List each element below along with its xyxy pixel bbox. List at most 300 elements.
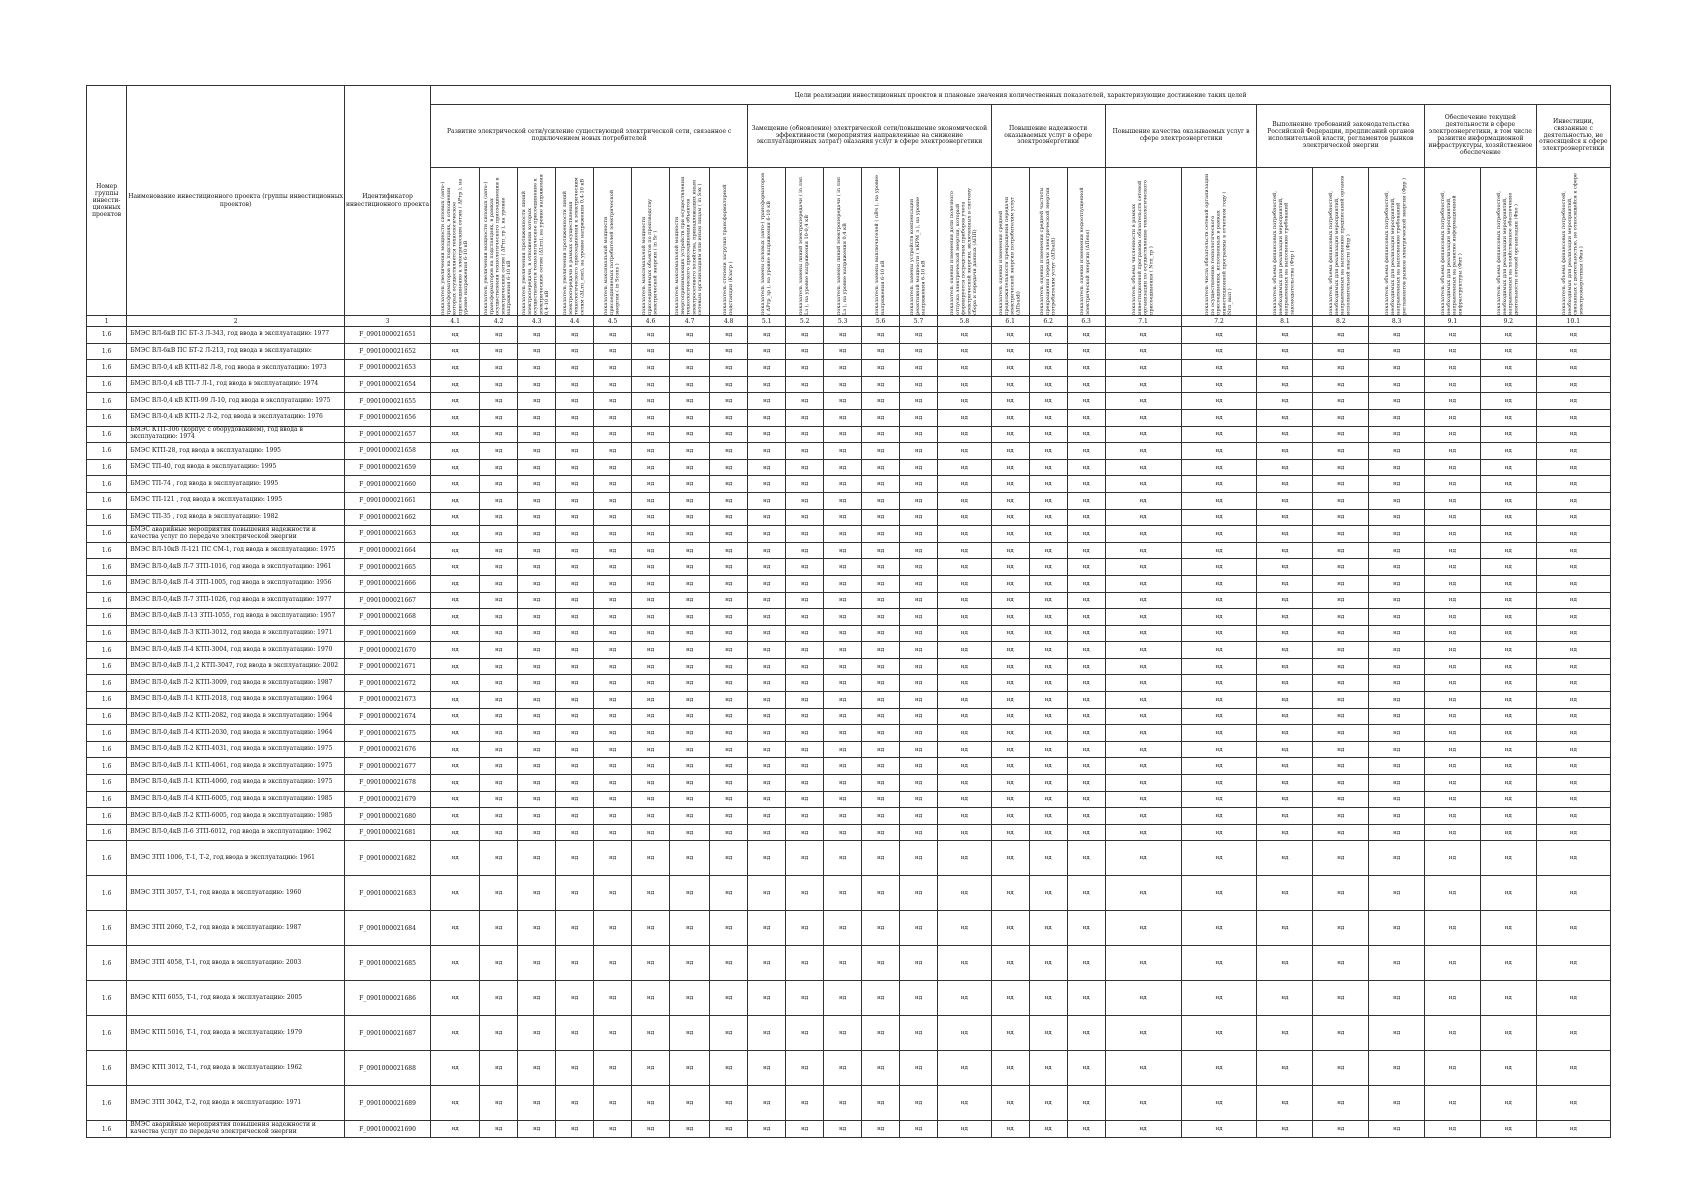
indicator-header-text: показатель увеличения мощности силовых (авто-) трансформаторов на подстанциях, в рамках осуществления технологического присоединения к электрическим сетям ( ΔPтп_тр ), на уровне напряжения 6-10 кВ	[483, 177, 513, 315]
indicator-value-cell: нд	[1536, 625, 1610, 642]
indicator-value-cell: нд	[991, 824, 1029, 841]
indicator-value-cell: нд	[786, 692, 824, 709]
indicator-value-cell: нд	[1181, 741, 1257, 758]
indicator-header	[1105, 168, 1181, 316]
indicator-value-cell: нд	[900, 642, 938, 659]
indicator-value-cell: нд	[632, 443, 670, 460]
indicator-value-cell: нд	[1029, 775, 1067, 792]
indicator-value-cell: нд	[1536, 876, 1610, 911]
indicator-value-cell: нд	[556, 642, 594, 659]
indicator-value-cell: нд	[786, 575, 824, 592]
indicator-value-cell: нд	[786, 876, 824, 911]
indicator-value-cell: нд	[710, 725, 748, 742]
indicator-value-cell: нд	[670, 911, 710, 946]
indicator-value-cell: нд	[1181, 526, 1257, 543]
indicator-value-cell: нд	[1181, 775, 1257, 792]
indicator-value-cell: нд	[938, 911, 992, 946]
indicator-value-cell: нд	[938, 476, 992, 493]
column-number: 7.2	[1181, 316, 1257, 327]
indicator-value-cell: нд	[862, 609, 900, 626]
indicator-value-cell: нд	[1313, 609, 1369, 626]
project-name-cell: ВМЭС КТП 6055, Т-1, год ввода в эксплуатацию: 2005	[127, 981, 345, 1016]
indicator-value-cell: нд	[1536, 327, 1610, 344]
indicator-value-cell: нд	[1257, 526, 1313, 543]
indicator-value-cell: нд	[786, 911, 824, 946]
indicator-value-cell: нд	[1029, 692, 1067, 709]
indicator-value-cell: нд	[480, 343, 518, 360]
group-number-cell: 1.6	[87, 841, 127, 876]
table-row	[87, 1086, 1611, 1121]
indicator-value-cell: нд	[1536, 376, 1610, 393]
indicator-value-cell: нд	[556, 692, 594, 709]
indicator-value-cell: нд	[786, 459, 824, 476]
indicator-value-cell: нд	[431, 343, 480, 360]
indicator-value-cell: нд	[1313, 509, 1369, 526]
indicator-value-cell: нд	[1369, 343, 1425, 360]
indicator-value-cell: нд	[1181, 808, 1257, 825]
indicator-value-cell: нд	[900, 459, 938, 476]
indicator-value-cell: нд	[1313, 409, 1369, 426]
indicator-value-cell: нд	[518, 692, 556, 709]
indicator-value-cell: нд	[1425, 758, 1481, 775]
indicator-value-cell: нд	[862, 592, 900, 609]
indicator-value-cell: нд	[431, 1086, 480, 1121]
column-number: 4.1	[431, 316, 480, 327]
indicator-value-cell: нд	[1067, 981, 1105, 1016]
indicator-value-cell: нд	[1105, 642, 1181, 659]
indicator-value-cell: нд	[786, 426, 824, 443]
indicator-value-cell: нд	[556, 426, 594, 443]
indicator-value-cell: нд	[1369, 911, 1425, 946]
table-row	[87, 509, 1611, 526]
goal-group-header: Развитие электрической сети/усиление существующей электрической сети, связанное с подключением новых потребителей	[431, 105, 748, 168]
indicator-value-cell: нд	[1536, 459, 1610, 476]
indicator-value-cell: нд	[862, 343, 900, 360]
indicator-value-cell: нд	[1067, 559, 1105, 576]
indicator-value-cell: нд	[632, 758, 670, 775]
indicator-value-cell: нд	[518, 592, 556, 609]
indicator-value-cell: нд	[710, 642, 748, 659]
indicator-value-cell: нд	[786, 708, 824, 725]
indicator-value-cell: нд	[1105, 426, 1181, 443]
indicator-value-cell: нд	[1313, 708, 1369, 725]
indicator-value-cell: нд	[431, 911, 480, 946]
indicator-value-cell: нд	[632, 409, 670, 426]
indicator-value-cell: нд	[1313, 360, 1369, 377]
indicator-value-cell: нд	[991, 542, 1029, 559]
indicator-value-cell: нд	[938, 526, 992, 543]
table-row	[87, 981, 1611, 1016]
indicator-value-cell: нд	[480, 708, 518, 725]
column-number: 3	[345, 316, 431, 327]
project-id-cell: F_0901000021673	[345, 692, 431, 709]
indicator-value-cell: нд	[480, 542, 518, 559]
table-row	[87, 911, 1611, 946]
project-name-cell: ВМЭС ЗТП 1006, Т-1, Т-2, год ввода в эксплуатацию: 1961	[127, 841, 345, 876]
indicator-value-cell: нд	[431, 393, 480, 410]
indicator-value-cell: нд	[710, 841, 748, 876]
indicator-value-cell: нд	[710, 492, 748, 509]
indicator-value-cell: нд	[1369, 791, 1425, 808]
indicator-value-cell: нд	[824, 559, 862, 576]
indicator-value-cell: нд	[710, 625, 748, 642]
indicator-value-cell: нд	[632, 426, 670, 443]
indicator-value-cell: нд	[1536, 692, 1610, 709]
indicator-value-cell: нд	[1369, 509, 1425, 526]
indicator-value-cell: нд	[1425, 360, 1481, 377]
indicator-value-cell: нд	[786, 609, 824, 626]
indicator-header-text: показатель объема финансовых потребностей, необходимых для реализации мероприятий, направленных на выполнение требований законодательства (Фтр )	[1272, 191, 1296, 315]
indicator-value-cell: нд	[1536, 476, 1610, 493]
indicator-value-cell: нд	[1105, 758, 1181, 775]
indicator-value-cell: нд	[991, 876, 1029, 911]
indicator-value-cell: нд	[431, 675, 480, 692]
indicator-value-cell: нд	[1029, 911, 1067, 946]
group-number-cell: 1.6	[87, 1051, 127, 1086]
table-row	[87, 592, 1611, 609]
indicator-value-cell: нд	[1105, 409, 1181, 426]
indicator-value-cell: нд	[632, 841, 670, 876]
project-id-cell: F_0901000021667	[345, 592, 431, 609]
table-row	[87, 725, 1611, 742]
indicator-value-cell: нд	[1105, 393, 1181, 410]
indicator-value-cell: нд	[1029, 708, 1067, 725]
indicator-value-cell: нд	[1313, 575, 1369, 592]
indicator-value-cell: нд	[1257, 758, 1313, 775]
indicator-value-cell: нд	[518, 658, 556, 675]
indicator-value-cell: нд	[670, 1051, 710, 1086]
indicator-value-cell: нд	[431, 791, 480, 808]
indicator-value-cell: нд	[786, 409, 824, 426]
indicator-value-cell: нд	[991, 791, 1029, 808]
indicator-value-cell: нд	[938, 758, 992, 775]
indicator-value-cell: нд	[1257, 376, 1313, 393]
indicator-value-cell: нд	[518, 741, 556, 758]
indicator-value-cell: нд	[1105, 559, 1181, 576]
group-number-cell: 1.6	[87, 393, 127, 410]
indicator-value-cell: нд	[748, 426, 786, 443]
indicator-value-cell: нд	[938, 1051, 992, 1086]
indicator-value-cell: нд	[1067, 376, 1105, 393]
indicator-value-cell: нд	[1480, 1051, 1536, 1086]
indicator-value-cell: нд	[748, 725, 786, 742]
indicator-value-cell: нд	[1369, 443, 1425, 460]
indicator-value-cell: нд	[594, 1086, 632, 1121]
indicator-value-cell: нд	[480, 876, 518, 911]
project-id-cell: F_0901000021675	[345, 725, 431, 742]
indicator-value-cell: нд	[1536, 343, 1610, 360]
project-name-cell: ВМЭС ЗТП 3042, Т-2, год ввода в эксплуатацию: 1971	[127, 1086, 345, 1121]
indicator-value-cell: нд	[1369, 575, 1425, 592]
indicator-value-cell: нд	[991, 575, 1029, 592]
indicator-value-cell: нд	[862, 426, 900, 443]
indicator-value-cell: нд	[594, 692, 632, 709]
project-name-cell: ВМЭС ЗТП 2060, Т-2, год ввода в эксплуатацию: 1987	[127, 911, 345, 946]
indicator-value-cell: нд	[556, 1016, 594, 1051]
indicator-value-cell: нд	[938, 492, 992, 509]
indicator-value-cell: нд	[556, 393, 594, 410]
indicator-value-cell: нд	[1536, 509, 1610, 526]
indicator-value-cell: нд	[1313, 559, 1369, 576]
indicator-value-cell: нд	[1067, 343, 1105, 360]
indicator-value-cell: нд	[991, 526, 1029, 543]
indicator-value-cell: нд	[1313, 343, 1369, 360]
indicator-value-cell: нд	[594, 981, 632, 1016]
indicator-value-cell: нд	[748, 824, 786, 841]
indicator-value-cell: нд	[594, 658, 632, 675]
indicator-value-cell: нд	[556, 459, 594, 476]
project-id-cell: F_0901000021663	[345, 526, 431, 543]
group-number-cell: 1.6	[87, 459, 127, 476]
indicator-value-cell: нд	[1105, 343, 1181, 360]
indicator-value-cell: нд	[786, 808, 824, 825]
indicator-value-cell: нд	[518, 459, 556, 476]
indicator-value-cell: нд	[824, 575, 862, 592]
indicator-value-cell: нд	[431, 658, 480, 675]
indicator-value-cell: нд	[1105, 1086, 1181, 1121]
indicator-value-cell: нд	[1029, 476, 1067, 493]
indicator-value-cell: нд	[938, 658, 992, 675]
indicator-value-cell: нд	[1257, 708, 1313, 725]
indicator-value-cell: нд	[594, 393, 632, 410]
indicator-value-cell: нд	[480, 808, 518, 825]
indicator-value-cell: нд	[556, 542, 594, 559]
column-number: 4.8	[710, 316, 748, 327]
indicator-value-cell: нд	[632, 741, 670, 758]
project-name-cell: ВМЭС ЗТП 3057, Т-1, год ввода в эксплуатацию: 1960	[127, 876, 345, 911]
indicator-value-cell: нд	[518, 841, 556, 876]
indicator-value-cell: нд	[1029, 393, 1067, 410]
column-number: 4.2	[480, 316, 518, 327]
indicator-value-cell: нд	[938, 609, 992, 626]
indicator-value-cell: нд	[480, 841, 518, 876]
indicator-value-cell: нд	[1257, 741, 1313, 758]
indicator-value-cell: нд	[670, 609, 710, 626]
indicator-value-cell: нд	[1181, 575, 1257, 592]
indicator-value-cell: нд	[710, 426, 748, 443]
table-row	[87, 876, 1611, 911]
indicator-value-cell: нд	[1480, 376, 1536, 393]
project-id-cell: F_0901000021682	[345, 841, 431, 876]
indicator-header	[824, 168, 862, 316]
group-number-cell: 1.6	[87, 343, 127, 360]
indicator-value-cell: нд	[632, 876, 670, 911]
indicator-value-cell: нд	[1369, 393, 1425, 410]
column-number: 5.3	[824, 316, 862, 327]
indicator-value-cell: нд	[1369, 625, 1425, 642]
indicator-value-cell: нд	[786, 376, 824, 393]
indicator-value-cell: нд	[594, 911, 632, 946]
indicator-value-cell: нд	[786, 509, 824, 526]
indicator-value-cell: нд	[862, 1086, 900, 1121]
indicator-value-cell: нд	[480, 526, 518, 543]
indicator-value-cell: нд	[1029, 841, 1067, 876]
indicator-value-cell: нд	[518, 1051, 556, 1086]
indicator-value-cell: нд	[862, 409, 900, 426]
indicator-value-cell: нд	[594, 476, 632, 493]
indicator-value-cell: нд	[824, 327, 862, 344]
column-number: 9.1	[1425, 316, 1481, 327]
indicator-value-cell: нд	[748, 526, 786, 543]
indicator-header-text: показатель максимальной мощности присоединяемых потребителей электрической энергии ( in Scons )	[602, 189, 621, 315]
indicator-value-cell: нд	[1480, 725, 1536, 742]
indicator-value-cell: нд	[991, 911, 1029, 946]
indicator-value-cell: нд	[824, 376, 862, 393]
group-number-cell: 1.6	[87, 946, 127, 981]
indicator-value-cell: нд	[824, 675, 862, 692]
indicator-value-cell: нд	[748, 758, 786, 775]
project-id-cell: F_0901000021651	[345, 327, 431, 344]
indicator-value-cell: нд	[1029, 360, 1067, 377]
indicator-value-cell: нд	[632, 1121, 670, 1138]
indicator-value-cell: нд	[1313, 476, 1369, 493]
indicator-value-cell: нд	[1480, 981, 1536, 1016]
indicator-value-cell: нд	[1029, 741, 1067, 758]
indicator-value-cell: нд	[991, 393, 1029, 410]
indicator-value-cell: нд	[938, 625, 992, 642]
indicator-value-cell: нд	[862, 526, 900, 543]
indicator-value-cell: нд	[480, 509, 518, 526]
project-name-cell: ВМЭС ВЛ-0,4кВ Л-6 ЗТП-6012, год ввода в эксплуатацию: 1962	[127, 824, 345, 841]
indicator-value-cell: нд	[824, 692, 862, 709]
indicator-value-cell: нд	[1181, 946, 1257, 981]
indicator-value-cell: нд	[632, 476, 670, 493]
indicator-value-cell: нд	[1181, 327, 1257, 344]
indicator-value-cell: нд	[786, 675, 824, 692]
indicator-value-cell: нд	[1480, 946, 1536, 981]
indicator-value-cell: нд	[1425, 1086, 1481, 1121]
indicator-value-cell: нд	[991, 1051, 1029, 1086]
indicator-value-cell: нд	[556, 791, 594, 808]
indicator-value-cell: нд	[670, 343, 710, 360]
indicator-value-cell: нд	[1369, 758, 1425, 775]
indicator-value-cell: нд	[991, 509, 1029, 526]
table-row	[87, 625, 1611, 642]
group-number-cell: 1.6	[87, 526, 127, 543]
table-row	[87, 708, 1611, 725]
indicator-value-cell: нд	[480, 1121, 518, 1138]
group-number-cell: 1.6	[87, 592, 127, 609]
indicator-value-cell: нд	[786, 658, 824, 675]
indicator-value-cell: нд	[862, 642, 900, 659]
indicator-value-cell: нд	[480, 459, 518, 476]
indicator-value-cell: нд	[1425, 1051, 1481, 1086]
indicator-value-cell: нд	[1067, 841, 1105, 876]
indicator-value-cell: нд	[900, 609, 938, 626]
table-row	[87, 824, 1611, 841]
indicator-value-cell: нд	[748, 791, 786, 808]
indicator-value-cell: нд	[1536, 981, 1610, 1016]
indicator-value-cell: нд	[556, 946, 594, 981]
indicator-value-cell: нд	[670, 981, 710, 1016]
column-number: 8.2	[1313, 316, 1369, 327]
indicator-value-cell: нд	[900, 708, 938, 725]
indicator-value-cell: нд	[670, 625, 710, 642]
indicator-value-cell: нд	[1313, 775, 1369, 792]
indicator-value-cell: нд	[594, 708, 632, 725]
indicator-value-cell: нд	[710, 559, 748, 576]
indicator-value-cell: нд	[1181, 725, 1257, 742]
indicator-value-cell: нд	[748, 327, 786, 344]
indicator-value-cell: нд	[824, 393, 862, 410]
indicator-value-cell: нд	[1369, 559, 1425, 576]
indicator-value-cell: нд	[991, 658, 1029, 675]
indicator-value-cell: нд	[786, 741, 824, 758]
indicator-value-cell: нд	[748, 592, 786, 609]
column-number: 9.2	[1480, 316, 1536, 327]
indicator-value-cell: нд	[1480, 708, 1536, 725]
indicator-value-cell: нд	[748, 376, 786, 393]
indicator-header-text: показатель замены линий электропередачи ( in лэп Lз ), на уровне напряжения 0,4 кВ	[835, 177, 848, 315]
indicator-value-cell: нд	[710, 946, 748, 981]
indicator-value-cell: нд	[670, 393, 710, 410]
indicator-value-cell: нд	[710, 1051, 748, 1086]
indicator-value-cell: нд	[431, 808, 480, 825]
indicator-value-cell: нд	[632, 492, 670, 509]
indicator-value-cell: нд	[1369, 1051, 1425, 1086]
indicator-header	[748, 168, 786, 316]
indicator-value-cell: нд	[670, 675, 710, 692]
project-name-cell: ВМЭС ВЛ-0,4кВ Л-4 КТП-2030, год ввода в эксплуатацию: 1964	[127, 725, 345, 742]
indicator-value-cell: нд	[480, 642, 518, 659]
indicator-header	[938, 168, 992, 316]
indicator-value-cell: нд	[1425, 911, 1481, 946]
indicator-value-cell: нд	[1029, 327, 1067, 344]
indicator-value-cell: нд	[1536, 758, 1610, 775]
indicator-value-cell: нд	[748, 509, 786, 526]
indicator-value-cell: нд	[710, 343, 748, 360]
indicator-value-cell: нд	[431, 492, 480, 509]
indicator-value-cell: нд	[632, 911, 670, 946]
indicator-value-cell: нд	[748, 343, 786, 360]
indicator-value-cell: нд	[862, 575, 900, 592]
indicator-value-cell: нд	[1313, 758, 1369, 775]
indicator-value-cell: нд	[824, 492, 862, 509]
indicator-value-cell: нд	[1067, 675, 1105, 692]
indicator-value-cell: нд	[1536, 824, 1610, 841]
indicator-value-cell: нд	[824, 725, 862, 742]
indicator-value-cell: нд	[1105, 946, 1181, 981]
indicator-value-cell: нд	[480, 426, 518, 443]
column-number: 5.1	[748, 316, 786, 327]
indicator-value-cell: нд	[632, 393, 670, 410]
indicator-value-cell: нд	[632, 692, 670, 709]
indicator-value-cell: нд	[1425, 708, 1481, 725]
indicator-value-cell: нд	[556, 509, 594, 526]
indicator-value-cell: нд	[938, 327, 992, 344]
indicator-value-cell: нд	[1369, 841, 1425, 876]
indicator-value-cell: нд	[518, 1121, 556, 1138]
indicator-value-cell: нд	[1029, 376, 1067, 393]
indicator-value-cell: нд	[748, 492, 786, 509]
indicator-value-cell: нд	[594, 559, 632, 576]
indicator-value-cell: нд	[556, 526, 594, 543]
indicator-value-cell: нд	[1425, 526, 1481, 543]
indicator-header-text: показатель числа обязательств сетевой организации по осуществлению технологического присоединения, исполненных в рамках инвестиционной программы в отчетном году ( Nтп_вып )	[1203, 173, 1233, 315]
indicator-value-cell: нд	[1105, 741, 1181, 758]
indicator-header-text: показатель увеличения протяженности линий электропередачи, в отношении которых осуществляется технологическое присоединение к электрическим сетям (ΔLтп), на уровне напряжения 0,4-10 кВ	[521, 174, 551, 315]
indicator-value-cell: нд	[632, 575, 670, 592]
indicator-value-cell: нд	[824, 841, 862, 876]
indicator-value-cell: нд	[518, 343, 556, 360]
table-row	[87, 642, 1611, 659]
indicator-value-cell: нд	[1313, 791, 1369, 808]
indicator-value-cell: нд	[518, 376, 556, 393]
project-name-cell: ВМЭС ВЛ-10кВ Л-121 ПС СМ-1, год ввода в эксплуатацию: 1975	[127, 542, 345, 559]
indicator-value-cell: нд	[1181, 642, 1257, 659]
indicator-value-cell: нд	[594, 409, 632, 426]
indicator-value-cell: нд	[1480, 911, 1536, 946]
